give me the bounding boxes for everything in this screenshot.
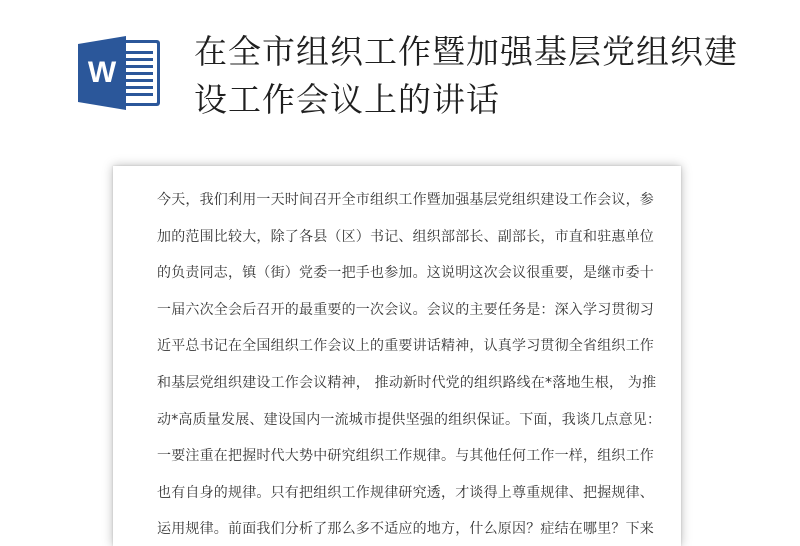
document-line: 和基层党组织建设工作会议精神， 推动新时代党的组织路线在*落地生根， 为推 [157,374,657,391]
document-line: 加的范围比较大，除了各县（区）书记、组织部部长、副部长，市直和驻惠单位 [157,228,654,245]
document-line: 一届六次全会后召开的最重要的一次会议。会议的主要任务是：深入学习贯彻习 [157,301,654,318]
document-page [113,166,681,546]
document-line: 今天，我们利用一天时间召开全市组织工作暨加强基层党组织建设工作会议，参 [157,192,654,208]
document-line: 的负责同志，镇（街）党委一把手也参加。这说明这次会议很重要，是继市委十 [157,265,654,282]
word-icon-letter: W [87,56,117,89]
document-line: 也有自身的规律。只有把组织工作规律研究透，才谈得上尊重规律、把握规律、 [157,484,654,501]
document-line: 动*高质量发展、建设国内一流城市提供坚强的组织保证。下面，我谈几点意见： [157,411,662,428]
word-icon [76,32,164,114]
document-line: 运用规律。前面我们分析了那么多不适应的地方，什么原因？症结在哪里？下来 [157,521,654,538]
document-body [157,182,662,546]
document-header [0,0,800,160]
document-line: 一要注重在把握时代大势中研究组织工作规律。与其他任何工作一样，组织工作 [157,448,654,465]
page-title: 在全市组织工作暨加强基层党组织建设工作会议上的讲话 [194,32,738,119]
document-line: 近平总书记在全国组织工作会议上的重要讲话精神，认真学习贯彻全省组织工作 [157,338,654,355]
